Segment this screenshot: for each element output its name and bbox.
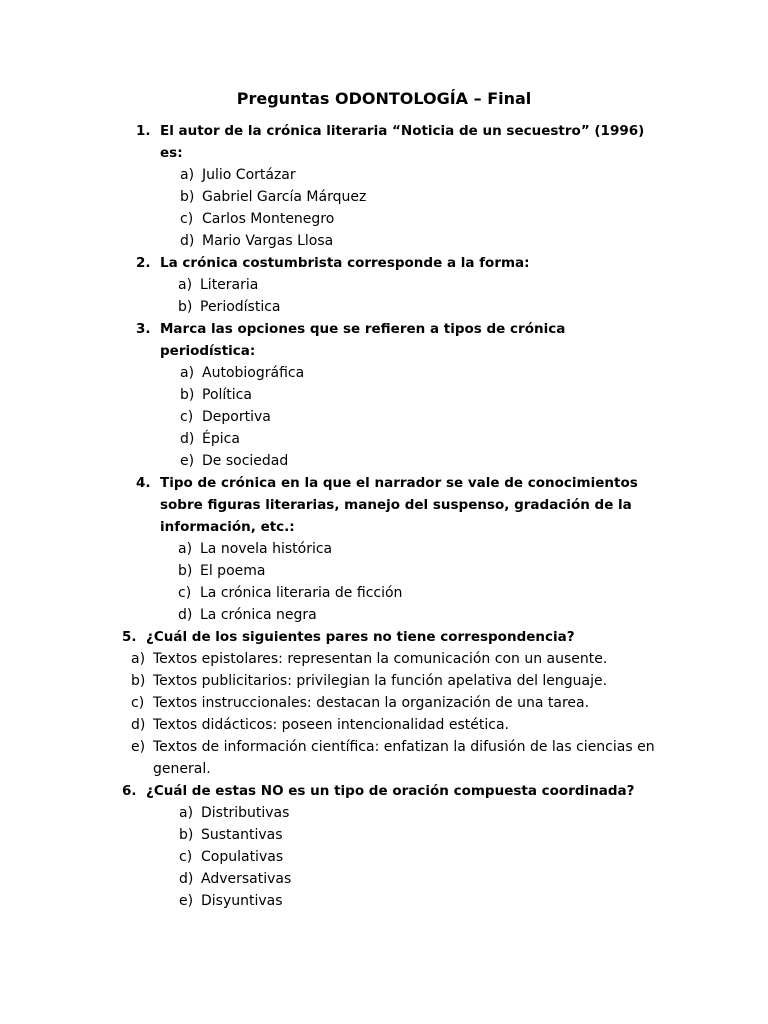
question-2-options [178,274,281,318]
option: b) Textos publicitarios: privilegian la función apelativa del lenguaje. [131,673,608,689]
document-title: Preguntas ODONTOLOGÍA – Final [236,89,532,108]
option: c) Textos instruccionales: destacan la organización de una tarea. [131,695,590,711]
question-text: El autor de la crónica literaria “Noticia de un secuestro” (1996) es: [160,123,645,161]
option: d) Adversativas [179,871,292,887]
option: e) Textos de información científica: enfatizan la difusión de las ciencias en general. [131,739,655,777]
question-number: 2. [136,255,151,271]
option: b) Periodística [178,299,281,315]
question-text: La crónica costumbrista corresponde a la forma: [160,255,530,271]
question-1-options [180,164,366,252]
option: d) Épica [180,431,240,447]
question-text: ¿Cuál de estas NO es un tipo de oración compuesta coordinada? [146,783,635,799]
question-number: 3. [136,321,151,337]
option: d) Textos didácticos: poseen intencionalidad estética. [131,717,510,733]
question-4 [136,472,650,538]
option: a) Distributivas [179,805,290,821]
option: a) Autobiográfica [180,365,305,381]
question-number: 4. [136,475,151,491]
question-text: ¿Cuál de los siguientes pares no tiene correspondencia? [146,629,575,645]
option: c) Carlos Montenegro [180,211,335,227]
question-6 [122,780,706,802]
option: e) De sociedad [180,453,289,469]
option: c) Deportiva [180,409,271,425]
option: b) Sustantivas [179,827,283,843]
option: c) Copulativas [179,849,284,865]
question-5-options [131,648,671,780]
question-text: Tipo de crónica en la que el narrador se vale de conocimientos sobre figuras literarias, manejo del suspenso, gradación de la información, etc.: [160,475,638,535]
option: c) La crónica literaria de ficción [178,585,403,601]
question-number: 6. [122,783,137,799]
option: a) Literaria [178,277,259,293]
question-6-options [179,802,291,912]
question-text: Marca las opciones que se refieren a tipos de crónica periodística: [160,321,566,359]
question-3 [136,318,610,362]
question-2 [136,252,660,274]
question-1 [136,120,660,164]
option: a) Textos epistolares: representan la comunicación con un ausente. [131,651,608,667]
option: b) Gabriel García Márquez [180,189,367,205]
question-4-options [178,538,402,626]
option: e) Disyuntivas [179,893,283,909]
question-3-options [180,362,304,472]
question-5 [122,626,706,648]
option: d) La crónica negra [178,607,317,623]
option: a) Julio Cortázar [180,167,296,183]
option: b) El poema [178,563,266,579]
question-number: 5. [122,629,137,645]
option: a) La novela histórica [178,541,333,557]
option: d) Mario Vargas Llosa [180,233,334,249]
question-number: 1. [136,123,151,139]
option: b) Política [180,387,252,403]
